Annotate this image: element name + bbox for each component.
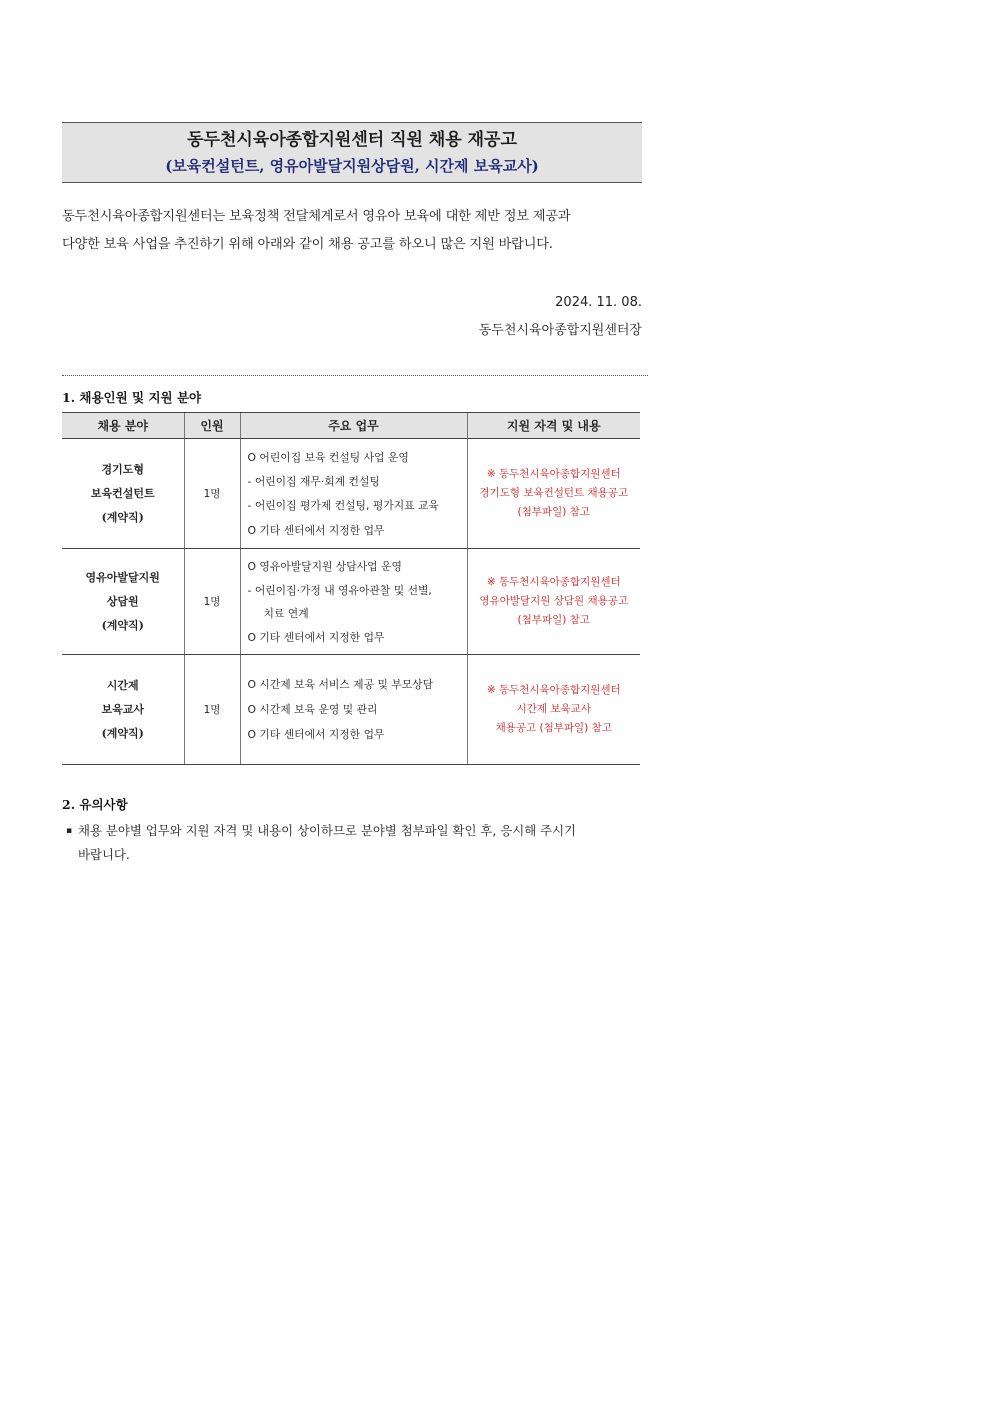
qualification-line: ※ 동두천시육아종합지원센터 bbox=[486, 576, 621, 588]
duty-item: O 기타 센터에서 지정한 업무 bbox=[247, 728, 385, 741]
duties-cell bbox=[240, 655, 467, 765]
category-line: 보육교사 bbox=[101, 702, 144, 716]
column-header: 지원 자격 및 내용 bbox=[467, 413, 640, 439]
duty-item: O 기타 센터에서 지정한 업무 bbox=[247, 523, 385, 537]
duty-item: - 어린이집 평가제 컨설팅, 평가지표 교육 bbox=[247, 498, 439, 512]
category-line: 영유아발달지원 bbox=[85, 570, 160, 584]
headcount-cell: 1명 bbox=[184, 549, 240, 655]
date-block bbox=[62, 289, 642, 345]
headcount-cell: 1명 bbox=[184, 439, 240, 549]
qualification-cell bbox=[467, 439, 640, 549]
duties-cell bbox=[240, 549, 467, 655]
intro-paragraph bbox=[62, 203, 642, 259]
qualification-line: ※ 동두천시육아종합지원센터 bbox=[486, 684, 621, 696]
duty-item: O 시간제 보육 서비스 제공 및 부모상담 bbox=[247, 678, 434, 691]
notice-document bbox=[62, 122, 642, 867]
note-line: 바랍니다. bbox=[78, 847, 130, 862]
category-line: 상담원 bbox=[106, 594, 139, 608]
qualification-cell bbox=[467, 655, 640, 765]
column-header: 인원 bbox=[184, 413, 240, 439]
duty-item: 치료 연계 bbox=[263, 606, 309, 620]
note-item bbox=[62, 819, 642, 867]
note-text bbox=[78, 819, 576, 867]
intro-line: 다양한 보육 사업을 추진하기 위해 아래와 같이 채용 공고를 하오니 많은 지원 바랍니다. bbox=[62, 237, 553, 252]
note-line: 채용 분야별 업무와 지원 자격 및 내용이 상이하므로 분야별 첨부파일 확인 후, 응시해 주시기 bbox=[78, 823, 577, 838]
qualification-line: 경기도형 보육컨설턴트 채용공고 bbox=[479, 487, 629, 499]
recruitment-table bbox=[62, 412, 640, 765]
category-line: (계약직) bbox=[101, 726, 144, 740]
duty-item: O 기타 센터에서 지정한 업무 bbox=[247, 630, 385, 644]
category-line: 보육컨설턴트 bbox=[90, 486, 155, 500]
document-subtitle: (보육컨설턴트, 영유아발달지원상담원, 시간제 보육교사) bbox=[165, 157, 539, 175]
duty-item: O 영유아발달지원 상담사업 운영 bbox=[247, 559, 402, 573]
qualification-cell bbox=[467, 549, 640, 655]
table-row bbox=[62, 549, 640, 655]
qualification-line: ※ 동두천시육아종합지원센터 bbox=[486, 468, 621, 480]
notes-section bbox=[62, 795, 642, 867]
section-heading-notes: 2. 유의사항 bbox=[62, 797, 128, 812]
table-header-row bbox=[62, 413, 640, 439]
duty-item: - 어린이집 재무·회계 컨설팅 bbox=[247, 474, 380, 488]
document-title: 동두천시육아종합지원센터 직원 채용 재공고 bbox=[187, 130, 517, 150]
category-line: 시간제 bbox=[106, 678, 139, 692]
title-box bbox=[62, 122, 642, 183]
table-row bbox=[62, 439, 640, 549]
category-line: (계약직) bbox=[101, 510, 144, 524]
duty-item: - 어린이집·가정 내 영유아관찰 및 선별, bbox=[247, 583, 432, 597]
duty-item: O 어린이집 보육 컨설팅 사업 운영 bbox=[247, 450, 409, 464]
issuer-name: 동두천시육아종합지원센터장 bbox=[478, 323, 642, 338]
qualification-line: 시간제 보육교사 bbox=[516, 703, 591, 715]
qualification-line: (첨부파일) 참고 bbox=[517, 614, 590, 626]
intro-line: 동두천시육아종합지원센터는 보육정책 전달체계로서 영유아 보육에 대한 제반 정보 제공과 bbox=[62, 209, 571, 224]
qualification-line: 채용공고 (첨부파일) 참고 bbox=[495, 722, 612, 734]
category-cell bbox=[62, 439, 184, 549]
dotted-divider bbox=[62, 375, 648, 376]
duty-item: O 시간제 보육 운영 및 관리 bbox=[247, 703, 378, 716]
headcount-cell: 1명 bbox=[184, 655, 240, 765]
column-header: 채용 분야 bbox=[62, 413, 184, 439]
notice-date: 2024. 11. 08. bbox=[555, 295, 642, 310]
qualification-line: (첨부파일) 참고 bbox=[517, 506, 590, 518]
category-line: 경기도형 bbox=[101, 462, 144, 476]
duties-cell bbox=[240, 439, 467, 549]
qualification-line: 영유아발달지원 상담원 채용공고 bbox=[479, 595, 629, 607]
table-row bbox=[62, 655, 640, 765]
section-heading-recruitment: 1. 채용인원 및 지원 분야 bbox=[62, 390, 202, 405]
square-bullet-icon: ▪ bbox=[66, 826, 73, 836]
category-line: (계약직) bbox=[101, 618, 144, 632]
category-cell bbox=[62, 549, 184, 655]
category-cell bbox=[62, 655, 184, 765]
column-header: 주요 업무 bbox=[240, 413, 467, 439]
